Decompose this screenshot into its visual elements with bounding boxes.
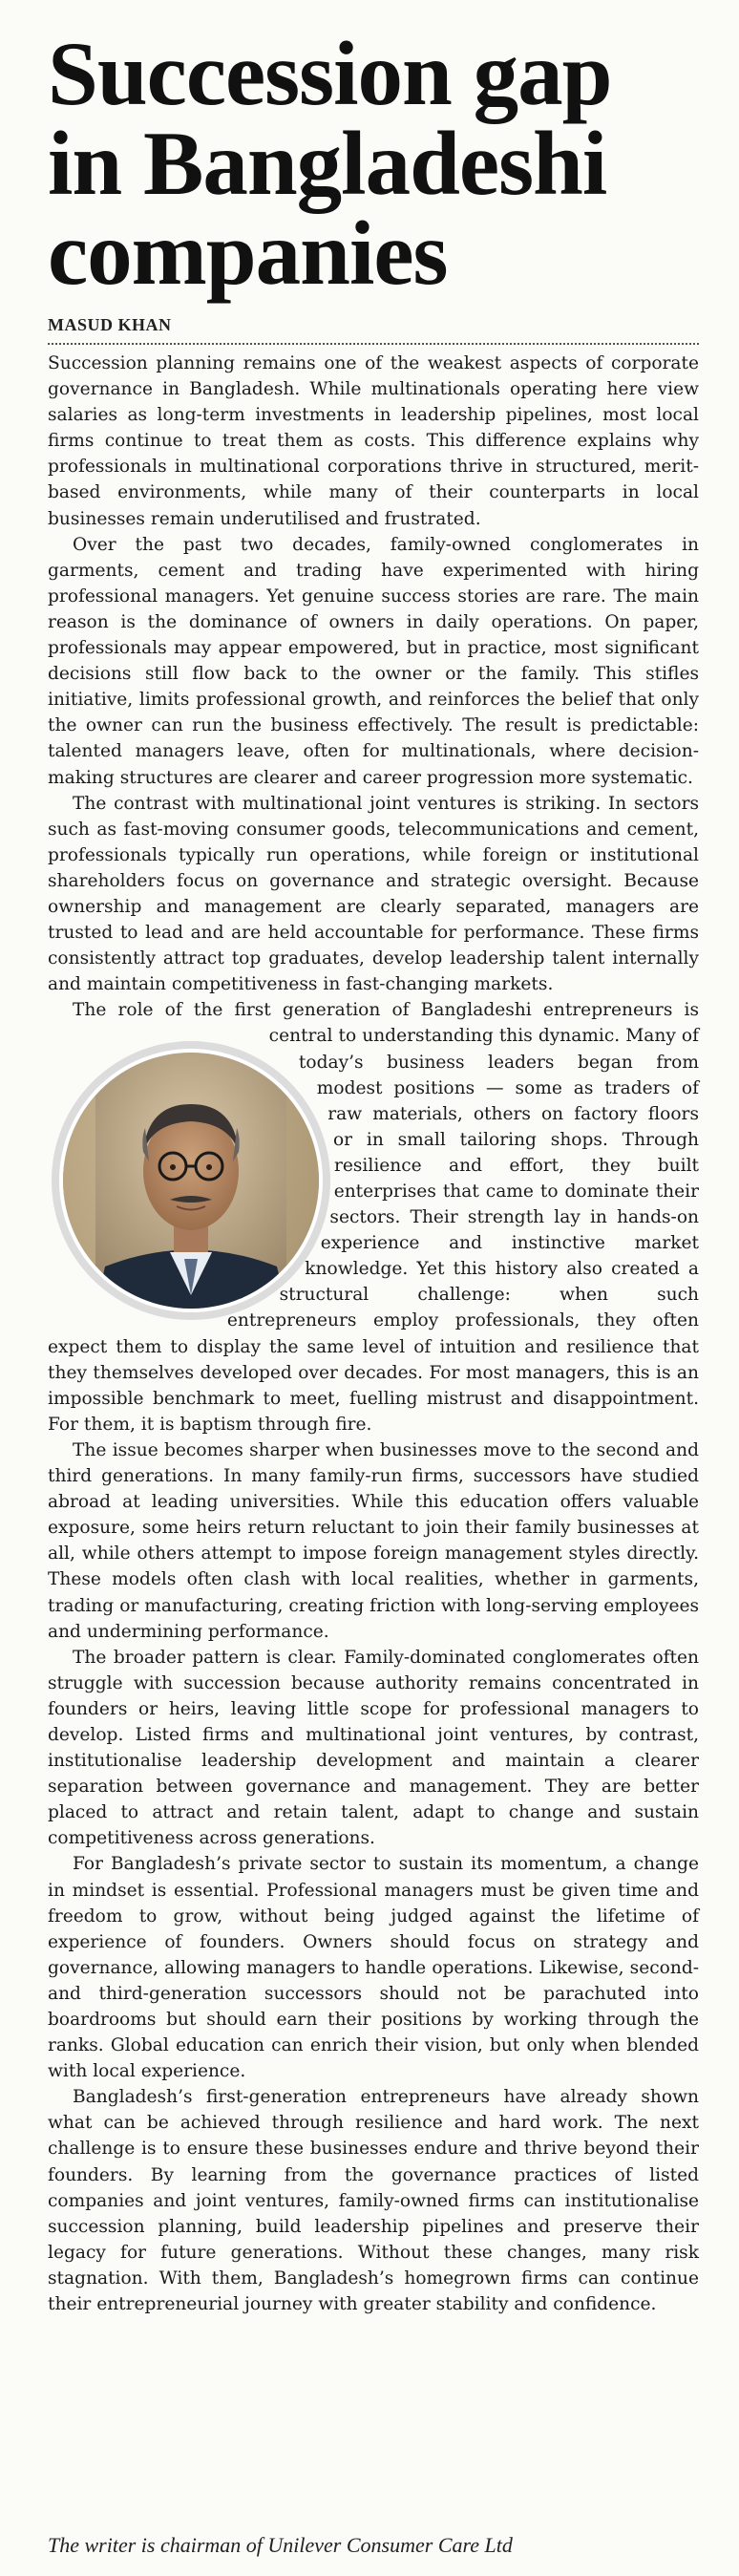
author-note: The writer is chairman of Unilever Consumer Care Ltd <box>48 2533 513 2557</box>
headline <box>48 23 699 304</box>
headline-line-3: companies <box>48 202 448 304</box>
paragraph-5: The issue becomes sharper when businesses move to the second and third generations. In many family-run firms, successors have studied abroad at leading universities. While this education offers valuable exposure, some heirs return reluctant to join their family businesses at all, while others attempt to impose foreign management styles directly. These models often clash with local realities, whether in garments, trading or manufacturing, creating friction with long-serving employees and undermining performance. <box>48 1439 699 1642</box>
paragraph-1: Succession planning remains one of the weakest aspects of corporate governance in Bangladesh. While multinationals operating here view salaries as long-term investments in leadership pipelines, most local firms continue to treat them as costs. This difference explains why professionals in multinational corporations thrive in structured, merit-based environments, while many of their counterparts in local businesses remain underutilised and frustrated. <box>48 353 699 529</box>
paragraph-4: The role of the first generation of Bangladeshi entrepreneurs is central to understanding this dynamic. Many of today’s business leaders began from modest positions — some as traders of raw materials, others on factory floors or in small tailoring shops. Through resilience and effort, they built enterprises that came to dominate their sectors. Their strength lay in hands-on experience and instinctive market knowledge. Yet this history also created a structural challenge: when such entrepreneurs employ professionals, they often expect them to display the same level of intuition and resilience that they themselves developed over decades. For most managers, this is an impossible benchmark to meet, fuelling mistrust and disappointment. For them, it is baptism through fire. <box>48 1000 699 1435</box>
paragraph-6: The broader pattern is clear. Family-dominated conglomerates often struggle with succession because authority remains concentrated in founders or heirs, leaving little scope for professional managers to develop. Listed firms and multinational joint ventures, by contrast, institutionalise leadership development and maintain a clearer separation between governance and management. They are better placed to attract and retain talent, adapt to change and sustain competitiveness across generations. <box>48 1647 699 1849</box>
paragraph-2: Over the past two decades, family-owned conglomerates in garments, cement and trading have experimented with hiring professional managers. Yet genuine success stories are rare. The main reason is the dominance of owners in daily operations. On paper, professionals may appear empowered, but in practice, most significant decisions still flow back to the owner or the family. This stifles initiative, limits professional growth, and reinforces the belief that only the owner can run the business effectively. The result is predictable: talented managers leave, often for multinationals, where decision-making structures are clearer and career progression more systematic. <box>48 534 699 788</box>
headline-line-1: Succession gap <box>48 23 612 124</box>
paragraph-7: For Bangladesh’s private sector to sustain its momentum, a change in mindset is essential. Professional managers must be given time and freedom to grow, without being judged against the lifetime of experience of founders. Owners should focus on strategy and governance, allowing managers to handle operations. Likewise, second- and third-generation successors should not be parachuted into boardrooms but should earn their positions by working through the ranks. Global education can enrich their vision, but only when blended with local experience. <box>48 1854 699 2082</box>
byline-divider <box>48 343 699 345</box>
article-body <box>48 351 699 2317</box>
paragraph-8: Bangladesh’s first-generation entrepreneurs have already shown what can be achieved through resilience and hard work. The next challenge is to ensure these businesses endure and thrive beyond their founders. By learning from the governance practices of listed companies and joint ventures, family-owned firms can institutionalise succession planning, build leadership pipelines and preserve their legacy for future generations. Without these changes, many risk stagnation. With them, Bangladesh’s homegrown firms can continue their entrepreneurial journey with greater stability and confidence. <box>48 2087 699 2315</box>
headline-line-2: in Bangladeshi <box>48 113 607 214</box>
paragraph-3: The contrast with multinational joint ventures is striking. In sectors such as fast-moving consumer goods, telecommunications and cement, professionals typically run operations, while foreign or institutional shareholders focus on governance and strategic oversight. Because ownership and management are clearly separated, managers are trusted to lead and are held accountable for performance. These firms consistently attract top graduates, develop leadership talent internally and maintain competitiveness in fast-changing markets. <box>48 793 699 995</box>
byline: MASUD KHAN <box>48 315 172 334</box>
